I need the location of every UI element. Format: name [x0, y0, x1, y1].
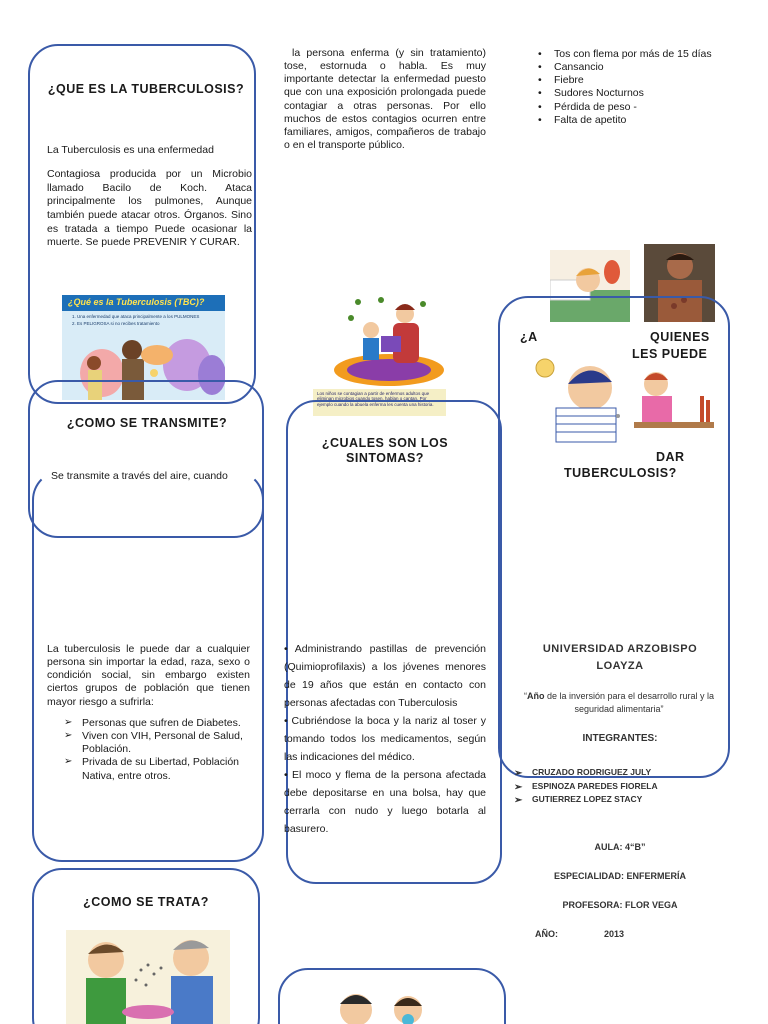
sick-woman-art — [634, 366, 714, 440]
anio-label: AÑO: — [535, 929, 558, 939]
anio-value: 2013 — [604, 929, 625, 939]
integrantes-title: INTEGRANTES: — [582, 733, 658, 744]
list-item: ➢ Personas que sufren de Diabetes. — [60, 717, 250, 730]
list-item: ➢ Privada de su Libertad, Población Nativa, entre otros. — [60, 756, 250, 782]
poster-banner: ¿Qué es la Tuberculosis (TBC)? — [62, 295, 225, 311]
riesgo-list — [60, 717, 250, 783]
motto-open-quote: “ — [523, 691, 527, 701]
list-item: • Pérdida de peso - — [532, 101, 752, 114]
cough-illustration-art — [328, 984, 434, 1024]
aula-label: AULA: 4“B” — [594, 842, 646, 852]
list-item: • Tos con flema por más de 15 días — [532, 48, 752, 61]
treatment-illustration — [66, 930, 230, 1024]
treatment-illustration-art — [66, 930, 230, 1024]
symptoms-list — [532, 48, 752, 127]
quienes-title-d: DAR — [656, 450, 685, 464]
panel-transmite-title: ¿COMO SE TRANSMITE? — [66, 416, 228, 430]
list-item: ➢ CRUZADO RODRIGUEZ JULY — [510, 766, 730, 780]
prevencion-block — [284, 640, 486, 839]
sick-woman-illustration — [634, 366, 714, 440]
list-item: • Sudores Nocturnos — [532, 87, 752, 100]
profesora-label: PROFESORA: FLOR VEGA — [562, 900, 678, 910]
quienes-title-c: LES PUEDE — [632, 347, 708, 361]
list-item: • Cansancio — [532, 61, 752, 74]
transmision-continuation: la persona enferma (y sin tratamiento) tose, estornuda o habla. Es muy importante detectar la enfermedad puesto que con una exposición prolongada puede contagiar a otras personas. Por ello muchos de estos contagios ocurren entre familiares, amigos, compañeros de trabajo o en el transporte público. — [284, 47, 486, 151]
family-illustration-art — [333, 296, 445, 388]
university-name-line-2: LOAYZA — [596, 660, 644, 672]
riesgo-intro: La tuberculosis le puede dar a cualquier persona sin importar la edad, raza, sexo o condición social, sin embargo existen ciertos grupos de población que tienen mayor riesgo a sufrirla: — [47, 643, 250, 708]
coughing-child-illustration — [530, 354, 630, 444]
motto-bold: Año — [526, 691, 545, 701]
poster-line-2: 2. Es PELIGROSA si no recibes tratamiento — [72, 321, 160, 326]
quienes-title-a: ¿A — [520, 330, 538, 344]
panel-sintomas-title: ¿CUALES SON LOS SINTOMAS? — [321, 436, 449, 465]
list-item: ➢ Viven con VIH, Personal de Salud, Población. — [60, 730, 250, 756]
coughing-child-art — [530, 354, 630, 444]
especialidad-label: ESPECIALIDAD: ENFERMERÍA — [553, 871, 686, 881]
university-motto — [512, 690, 726, 716]
family-illustration — [333, 296, 445, 388]
list-item: • Falta de apetito — [532, 114, 752, 127]
poster-line-1: 1. Una enfermedad que ataca principalmente a los PULMONES — [72, 314, 200, 319]
members-list — [510, 766, 730, 807]
prevencion-item: • Administrando pastillas de prevención (Quimioprofilaxis) a los jóvenes menores de 19 años que están en contacto con personas afectadas con Tuberculosis — [284, 643, 486, 710]
panel-que-es-p1: La Tuberculosis es una enfermedad — [47, 144, 214, 156]
quienes-title-b: QUIENES — [650, 330, 710, 344]
list-item: ➢ GUTIERREZ LOPEZ STACY — [510, 793, 730, 807]
panel-transmite-p1: Se transmite a través del aire, cuando — [51, 470, 228, 482]
panel-que-es-p2: Contagiosa producida por un Microbio llamado Bacilo de Koch. Ataca principalmente los pulmones, Aunque también puede atacar otros. Órganos. Sino es tratada a tiempo Puede ocasionar la muerte. Se puede PREVENIR Y CURAR. — [47, 168, 252, 249]
list-item: • Fiebre — [532, 74, 752, 87]
panel-trata-title: ¿COMO SE TRATA? — [83, 895, 209, 909]
family-caption: Los niños se contagian a partir de enfermos adultos que eliminan microbios cuando tosen, hablan o cantan. Por ejemplo cuando la abuela enferma les cuenta una historia. — [313, 389, 446, 416]
prevencion-item: • Cubriéndose la boca y la nariz al toser y tomando todos los medicamentos, según las indicaciones del médico. — [284, 715, 486, 764]
university-name-line-1: UNIVERSIDAD ARZOBISPO — [542, 643, 698, 655]
list-item: ➢ ESPINOZA PAREDES FIORELA — [510, 780, 730, 794]
cough-illustration — [328, 984, 434, 1024]
quienes-title-e: TUBERCULOSIS? — [564, 466, 677, 480]
panel-que-es-title: ¿QUE ES LA TUBERCULOSIS? — [47, 82, 245, 96]
motto-rest: de la inversión para el desarrollo rural y la seguridad alimentaria” — [544, 691, 715, 715]
prevencion-item: • El moco y flema de la persona afectada debe depositarse en una bolsa, hay que cerrarla con nudo y luego botarla al basurero. — [284, 769, 486, 836]
